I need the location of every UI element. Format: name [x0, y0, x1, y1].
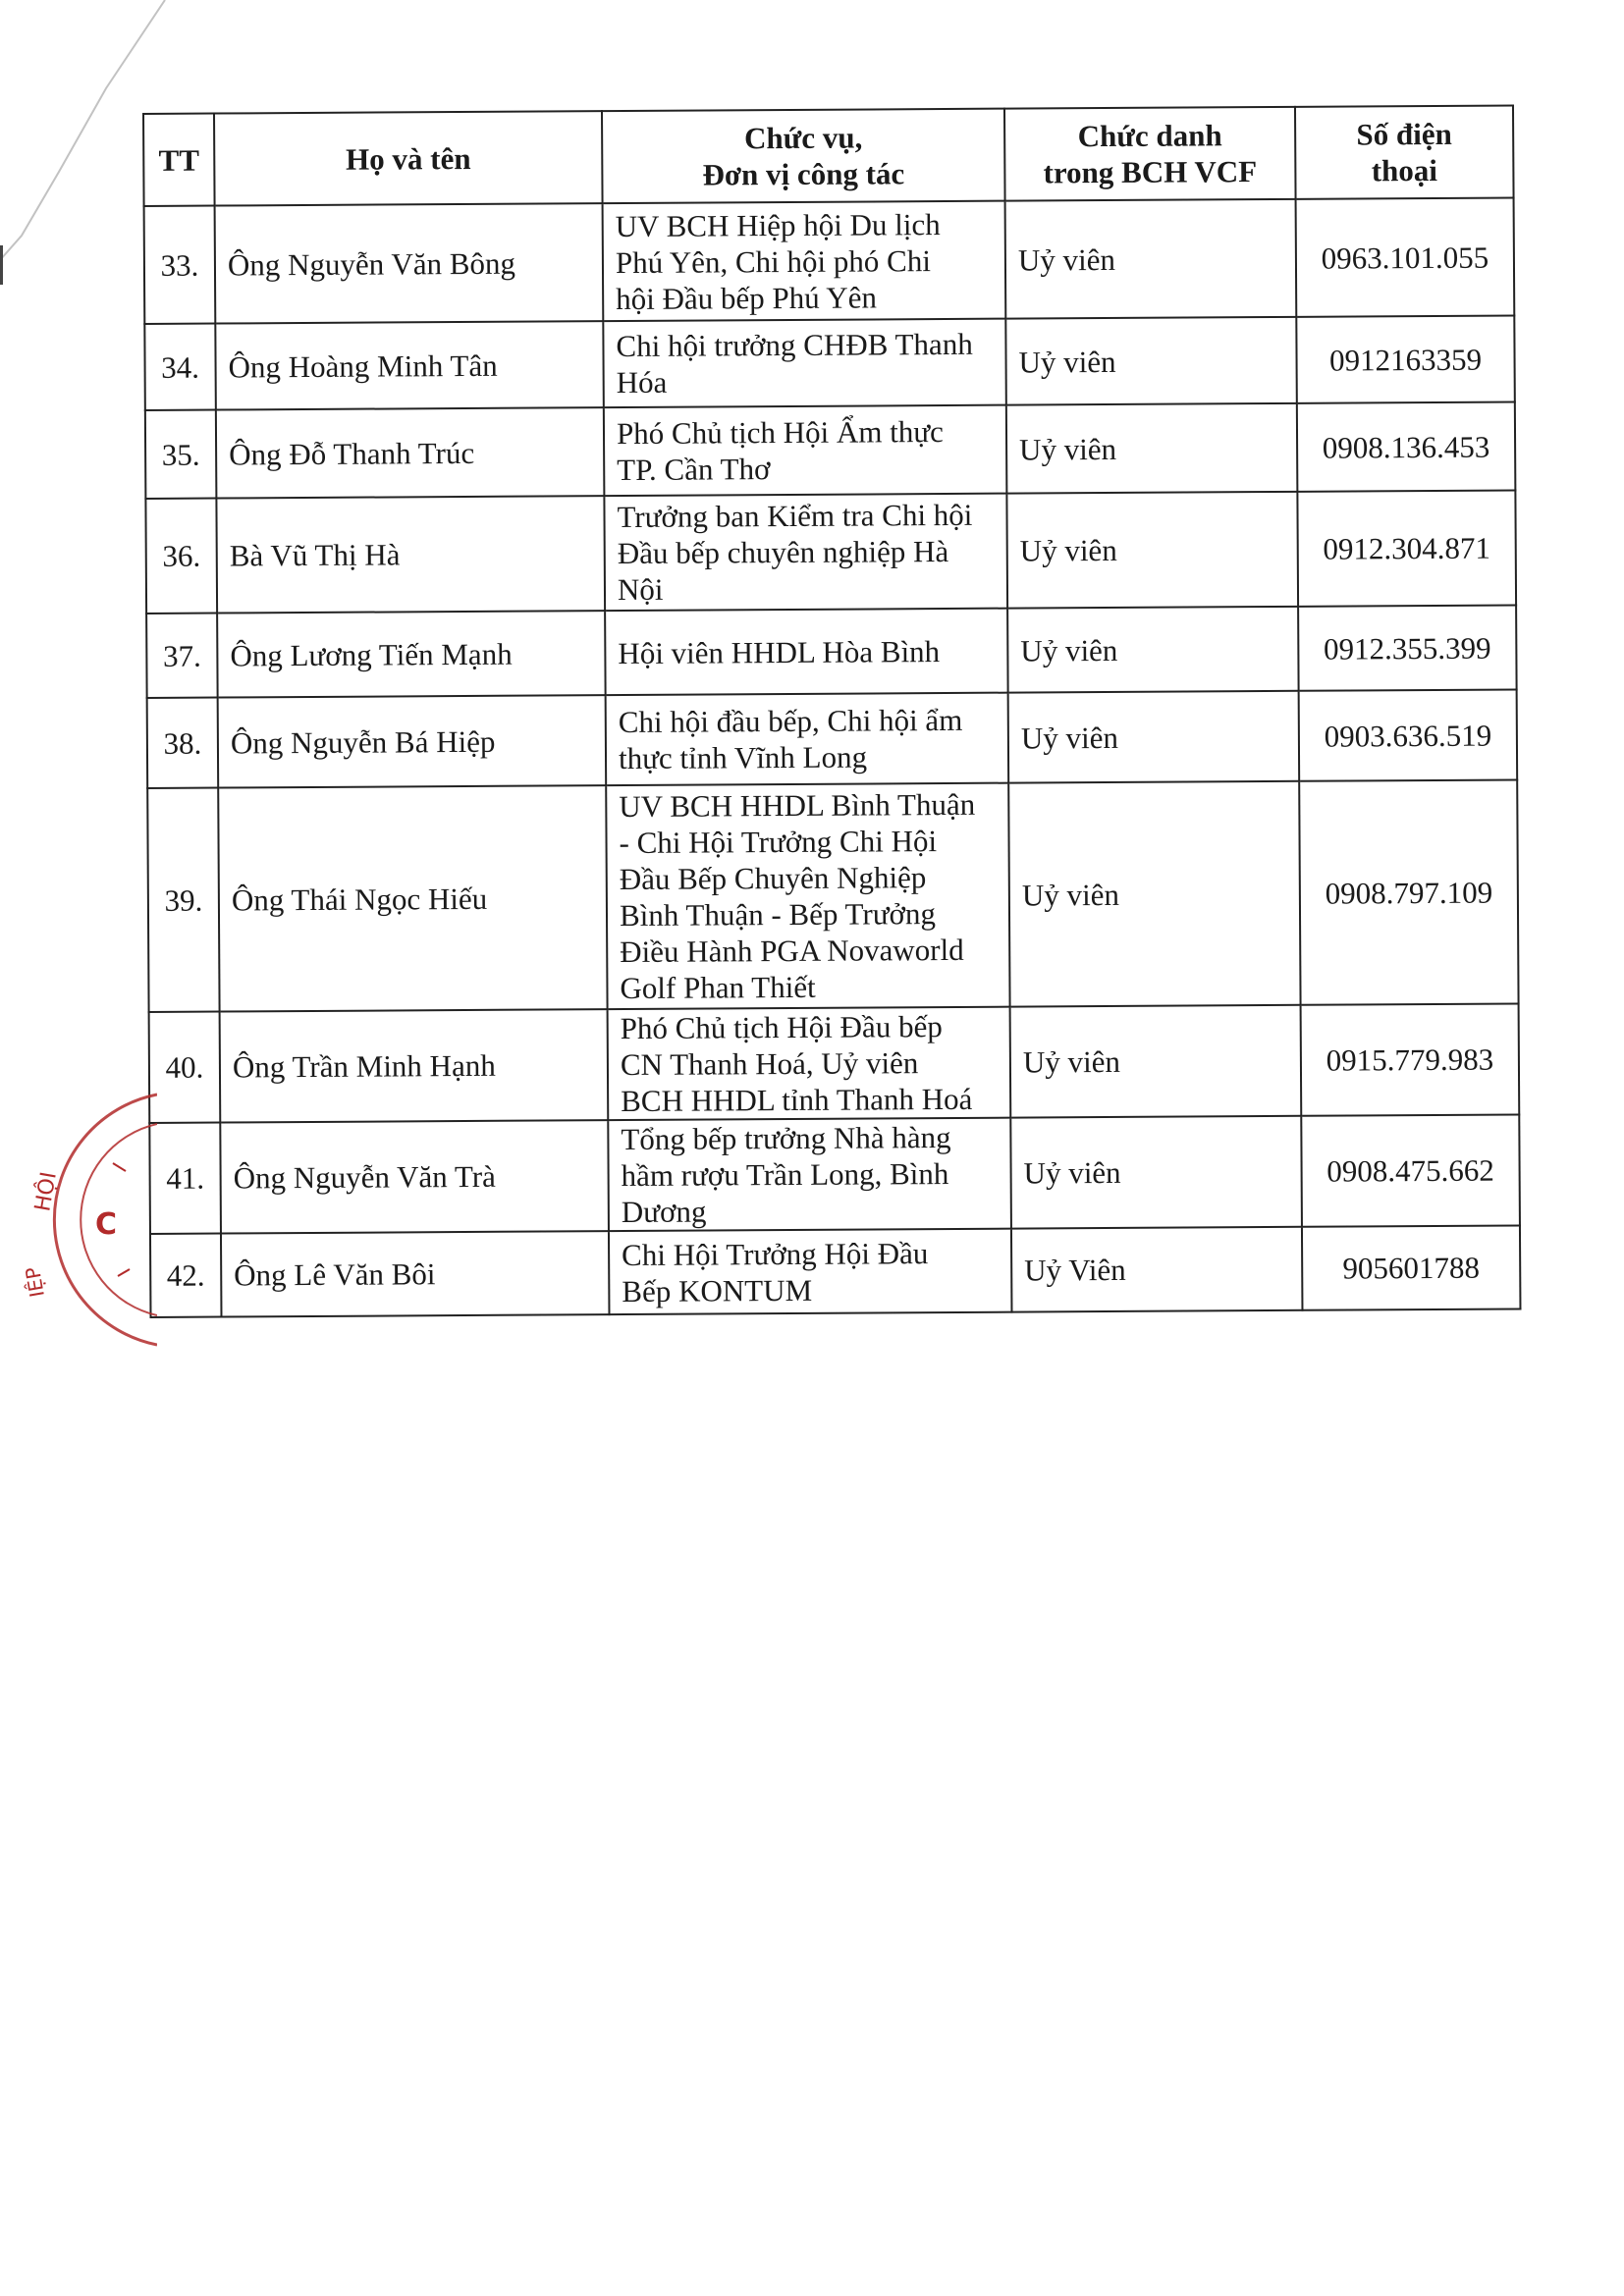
cell-position — [603, 319, 1006, 408]
table-row — [149, 1003, 1520, 1123]
svg-text:IỆP: IỆP — [20, 1264, 49, 1300]
cell-phone: 0908.136.453 — [1297, 401, 1516, 491]
cell-name: Ông Đỗ Thanh Trúc — [216, 407, 605, 498]
cell-position-line: Phó Chủ tịch Hội Đầu bếp — [620, 1009, 943, 1046]
cell-tt: 40. — [149, 1012, 221, 1123]
table-header-row — [143, 105, 1514, 206]
header-tt: TT — [143, 114, 215, 206]
cell-position-line: - Chi Hội Trưởng Chi Hội — [619, 824, 938, 861]
cell-tt: 37. — [146, 614, 218, 698]
association-stamp — [20, 1085, 157, 1350]
table-row — [149, 1114, 1520, 1234]
header-phone-line1: Số điện — [1356, 116, 1452, 152]
cell-role: Uỷ viên — [1005, 317, 1297, 405]
cell-position-line: Điều Hành PGA Novaworld — [620, 932, 964, 970]
cell-tt: 41. — [149, 1123, 221, 1234]
table-row — [144, 197, 1515, 324]
cell-position-line: Tổng bếp trưởng Nhà hàng — [621, 1119, 951, 1157]
table-row — [150, 1225, 1520, 1317]
header-position-line1: Chức vụ, — [743, 120, 863, 156]
cell-role: Uỷ viên — [1006, 492, 1298, 609]
cell-position-line: Bếp KONTUM — [622, 1272, 813, 1308]
cell-position-line: Phú Yên, Chi hội phó Chi — [615, 242, 931, 280]
cell-phone: 0908.797.109 — [1299, 779, 1518, 1004]
committee-members-table — [142, 104, 1521, 1318]
cell-name: Ông Nguyễn Văn Bông — [215, 203, 604, 323]
cell-phone: 0908.475.662 — [1301, 1114, 1520, 1226]
cell-position — [608, 1007, 1011, 1121]
cell-position-line: CN Thanh Hoá, Uỷ viên — [620, 1045, 919, 1083]
cell-phone: 0903.636.519 — [1299, 689, 1518, 780]
header-role — [1004, 107, 1296, 201]
cell-position-line: Golf Phan Thiết — [620, 969, 816, 1006]
cell-tt: 42. — [150, 1234, 222, 1317]
cell-role: Uỷ viên — [1008, 781, 1300, 1007]
svg-text:C: C — [95, 1207, 118, 1242]
cell-name: Ông Lương Tiến Mạnh — [217, 611, 606, 697]
cell-position-line: thực tỉnh Vĩnh Long — [618, 739, 868, 776]
cell-position-line: UV BCH HHDL Bình Thuận — [619, 786, 976, 825]
table-row — [146, 605, 1516, 698]
cell-position — [609, 1229, 1012, 1315]
cell-position-line: Dương — [621, 1194, 707, 1230]
header-phone — [1295, 105, 1514, 198]
cell-role: Uỷ Viên — [1011, 1227, 1303, 1312]
cell-tt: 35. — [145, 410, 217, 499]
header-role-line1: Chức danh — [1077, 118, 1222, 154]
table-row — [145, 490, 1516, 614]
cell-position-line: Bình Thuận - Bếp Trưởng — [619, 896, 937, 934]
cell-phone: 0963.101.055 — [1296, 197, 1515, 316]
cell-position-line: Nội — [617, 571, 664, 608]
cell-phone: 0912163359 — [1296, 315, 1515, 402]
table-row — [144, 315, 1515, 410]
cell-position-line: Phó Chủ tịch Hội Ẩm thực — [616, 414, 944, 452]
cell-position-line: Chi Hội Trưởng Hội Đầu — [622, 1235, 929, 1272]
cell-phone: 0912.304.871 — [1297, 490, 1516, 606]
table-row — [145, 401, 1516, 499]
header-name: Họ và tên — [214, 111, 603, 205]
cell-position-line: hội Đầu bếp Phú Yên — [616, 279, 878, 316]
cell-tt: 39. — [147, 788, 219, 1012]
cell-position-line: Hội viên HHDL Hòa Bình — [618, 633, 941, 670]
cell-position — [604, 494, 1007, 612]
header-phone-line2: thoại — [1371, 152, 1438, 188]
cell-name: Ông Lê Văn Bôi — [221, 1231, 610, 1316]
cell-position-line: Hóa — [616, 364, 668, 400]
cell-name: Ông Trần Minh Hạnh — [220, 1009, 609, 1122]
cell-phone: 0915.779.983 — [1301, 1003, 1520, 1115]
cell-position-line: Đầu Bếp Chuyên Nghiệp — [619, 860, 927, 897]
cell-role: Uỷ viên — [1010, 1116, 1302, 1229]
table-body — [144, 197, 1521, 1317]
cell-position — [606, 783, 1009, 1010]
cell-position-line: hầm rượu Trần Long, Bình — [621, 1156, 949, 1194]
cell-role: Uỷ viên — [1007, 607, 1299, 693]
cell-position — [606, 693, 1009, 786]
cell-phone: 0912.355.399 — [1298, 605, 1517, 690]
cell-position-line: TP. Cần Thơ — [617, 452, 771, 488]
cell-position-line: Đầu bếp chuyên nghiệp Hà — [617, 533, 949, 571]
table-row — [147, 689, 1518, 788]
cell-position-line: Trưởng ban Kiểm tra Chi hội — [617, 497, 973, 535]
cell-tt: 34. — [144, 324, 216, 410]
cell-tt: 38. — [147, 698, 219, 788]
table-row — [147, 779, 1518, 1012]
cell-role: Uỷ viên — [1005, 199, 1297, 319]
header-position-line2: Đơn vị công tác — [702, 156, 905, 192]
cell-position — [605, 609, 1008, 696]
cell-role: Uỷ viên — [1010, 1005, 1302, 1118]
cell-role: Uỷ viên — [1008, 691, 1300, 783]
cell-position-line: UV BCH Hiệp hội Du lịch — [615, 206, 941, 243]
cell-name: Ông Nguyễn Văn Trà — [220, 1120, 609, 1233]
cell-name: Ông Hoàng Minh Tân — [215, 321, 604, 409]
cell-position-line: Chi hội đầu bếp, Chi hội ẩm — [618, 702, 963, 740]
header-role-line2: trong BCH VCF — [1043, 154, 1258, 190]
cell-phone: 905601788 — [1302, 1225, 1521, 1309]
cell-position — [608, 1118, 1011, 1232]
cell-name: Ông Thái Ngọc Hiếu — [218, 785, 607, 1011]
cell-role: Uỷ viên — [1006, 403, 1298, 494]
cell-position-line: Chi hội trưởng CHĐB Thanh — [616, 326, 973, 364]
cell-tt: 36. — [145, 499, 217, 614]
header-position — [602, 109, 1005, 204]
cell-tt: 33. — [144, 206, 216, 324]
cell-position-line: BCH HHDL tỉnh Thanh Hoá — [621, 1081, 973, 1119]
cell-position — [604, 405, 1007, 497]
cell-name: Bà Vũ Thị Hà — [216, 496, 605, 613]
svg-text:HỘI: HỘI — [30, 1169, 62, 1214]
cell-name: Ông Nguyễn Bá Hiệp — [218, 695, 607, 787]
cell-position — [603, 201, 1006, 322]
